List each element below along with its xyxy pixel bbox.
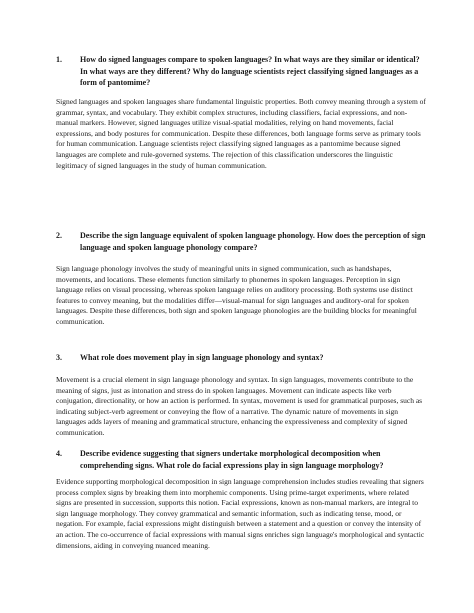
question-4	[56, 448, 426, 471]
answer-2: Sign language phonology involves the study of meaningful units in signed communication, such as handshapes, movements, and locations. These elements function similarly to phonemes in spoken languages. Perception in sign language relies on visual processing, whereas spoken language relies on auditory processing. Both systems use distinct features to convey meaning, but the modalities differ—visual-manual for sign languages and auditory-oral for spoken languages. Despite these differences, both sign and spoken language phonologies are the building blocks for meaningful communication.	[56, 264, 417, 326]
question-text: Describe the sign language equivalent of spoken language phonology. How does the perception of sign language and spoken language phonology compare?	[80, 231, 426, 252]
answer-4: Evidence supporting morphological decomposition in sign language comprehension includes studies revealing that signers process complex signs by breaking them into morphemic components. Using prime-target experiments, where related signs are presented in succession, supports this notion. Facial expressions, known as non-manual markers, are integral to sign language morphology. They convey grammatical and semantic information, such as indicating tense, mood, or negation. For example, facial expressions might distinguish between a statement and a question or convey the intensity of an action. The co-occurrence of facial expressions with manual signs enriches sign language's morphological and syntactic dimensions, aiding in conveying nuanced meaning.	[56, 477, 425, 550]
question-1	[56, 54, 426, 89]
answer-1: Signed languages and spoken languages share fundamental linguistic properties. Both convey meaning through a system of grammar, syntax, and vocabulary. They exhibit complex structures, including classifiers, facial expressions, and non-manual markers. However, signed languages utilize visual-spatial modalities, relying on hand movements, facial expressions, and body postures for communication. Despite these differences, both language forms serve as primary tools for human communication. Language scientists reject classifying signed languages as a pantomime because signed languages are complete and rule-governed systems. The rejection of this classification underscores the linguistic legitimacy of signed languages in the study of human communication.	[56, 97, 426, 170]
question-number: 1.	[56, 55, 62, 64]
question-text: What role does movement play in sign language phonology and syntax?	[80, 353, 324, 362]
question-3	[56, 352, 426, 364]
answer-3: Movement is a crucial element in sign language phonology and syntax. In sign languages, movements contribute to the meaning of signs, just as intonation and stress do in spoken languages. Movement can indicate aspects like verb conjugation, directionality, or how an action is performed. In syntax, movement is used for grammatical purposes, such as indicating subject-verb agreement or conveying the flow of a narrative. The dynamic nature of movements in sign languages adds layers of meaning and grammatical structure, enhancing the expressiveness and complexity of signed communication.	[56, 375, 423, 437]
question-number: 2.	[56, 231, 62, 240]
question-number: 3.	[56, 353, 62, 362]
question-text: How do signed languages compare to spoken languages? In what ways are they similar or identical? In what ways are they different? Why do language scientists reject classifying signed languages as a form of pantomime?	[80, 55, 420, 87]
question-text: Describe evidence suggesting that signers undertake morphological decomposition when comprehending signs. What role do facial expressions play in sign language morphology?	[80, 449, 384, 470]
question-number: 4.	[56, 449, 62, 458]
question-2	[56, 230, 426, 253]
